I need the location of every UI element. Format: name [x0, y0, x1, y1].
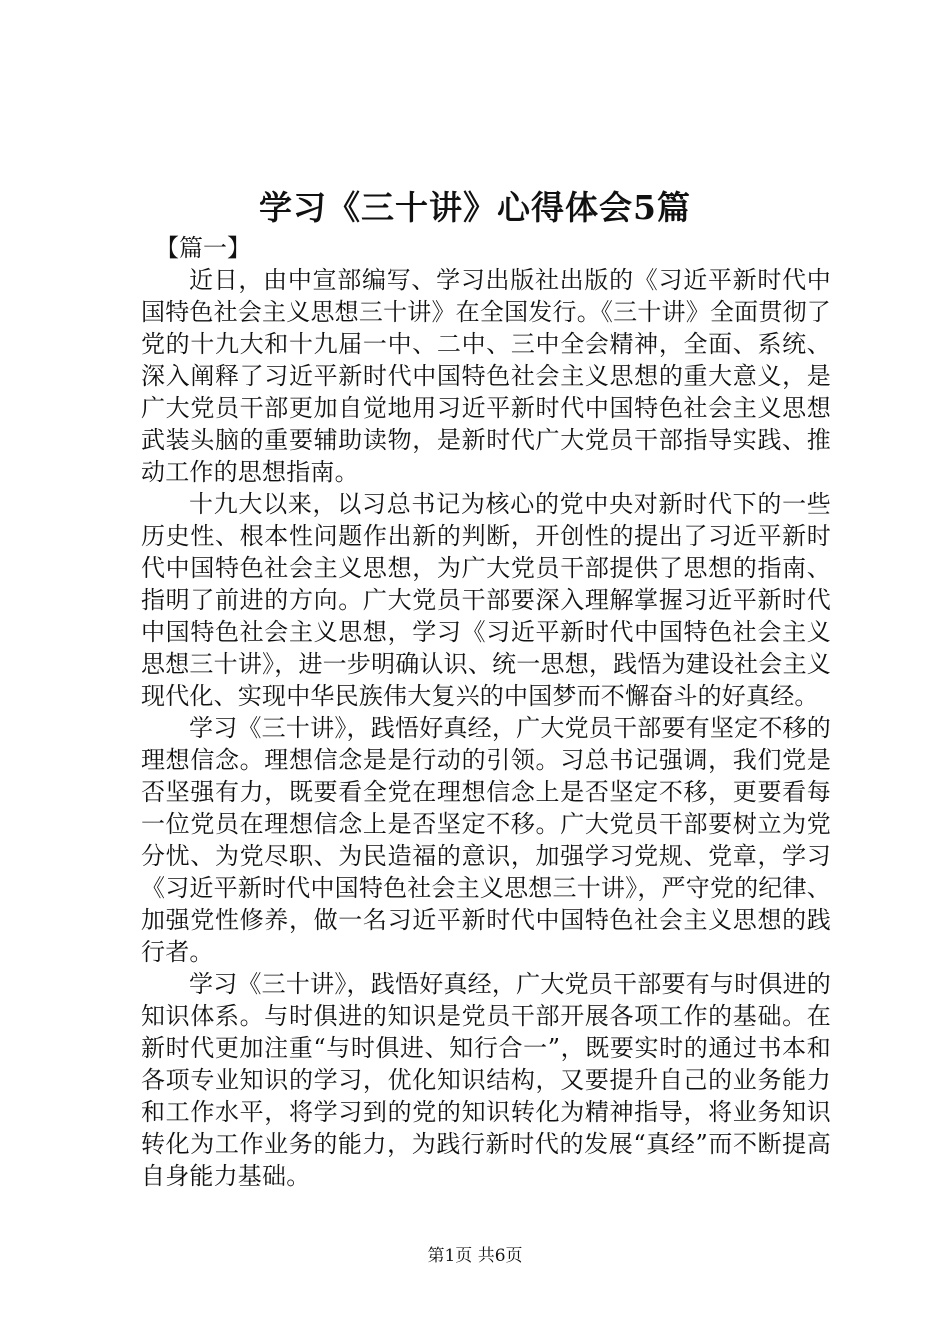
document-body [141, 232, 831, 1192]
section-label: 【篇一】 [155, 234, 251, 262]
paragraph-1: 近日，由中宣部编写、学习出版社出版的《习近平新时代中国特色社会主义思想三十讲》在全国发行。《三十讲》全面贯彻了党的十九大和十九届一中、二中、三中全会精神，全面、系统、深入阐释了习近平新时代中国特色社会主义思想的重大意义，是广大党员干部更加自觉地用习近平新时代中国特色社会主义思想武装头脑的重要辅助读物，是新时代广大党员干部指导实践、推动工作的思想指南。 [141, 266, 831, 486]
page-footer: 第1页 共6页 [427, 1246, 523, 1266]
paragraph-4: 学习《三十讲》，践悟好真经，广大党员干部要有与时俱进的知识体系。与时俱进的知识是党员干部开展各项工作的基础。在新时代更加注重“与时俱进、知行合一”，既要实时的通过书本和各项专业知识的学习，优化知识结构，又要提升自己的业务能力和工作水平，将学习到的党的知识转化为精神指导，将业务知识转化为工作业务的能力，为践行新时代的发展“真经”而不断提高自身能力基础。 [141, 970, 831, 1190]
paragraph-3: 学习《三十讲》，践悟好真经，广大党员干部要有坚定不移的理想信念。理想信念是是行动的引领。习总书记强调，我们党是否坚强有力，既要看全党在理想信念上是否坚定不移，更要看每一位党员在理想信念上是否坚定不移。广大党员干部要树立为党分忧、为党尽职、为民造福的意识，加强学习党规、党章，学习《习近平新时代中国特色社会主义思想三十讲》，严守党的纪律、加强党性修养，做一名习近平新时代中国特色社会主义思想的践行者。 [141, 714, 831, 966]
paragraph-2: 十九大以来，以习总书记为核心的党中央对新时代下的一些历史性、根本性问题作出新的判断，开创性的提出了习近平新时代中国特色社会主义思想，为广大党员干部提供了思想的指南、指明了前进的方向。广大党员干部要深入理解掌握习近平新时代中国特色社会主义思想，学习《习近平新时代中国特色社会主义思想三十讲》，进一步明确认识、统一思想，践悟为建设社会主义现代化、实现中华民族伟大复兴的中国梦而不懈奋斗的好真经。 [141, 490, 831, 710]
document-title: 学习《三十讲》心得体会5篇 [259, 188, 691, 227]
